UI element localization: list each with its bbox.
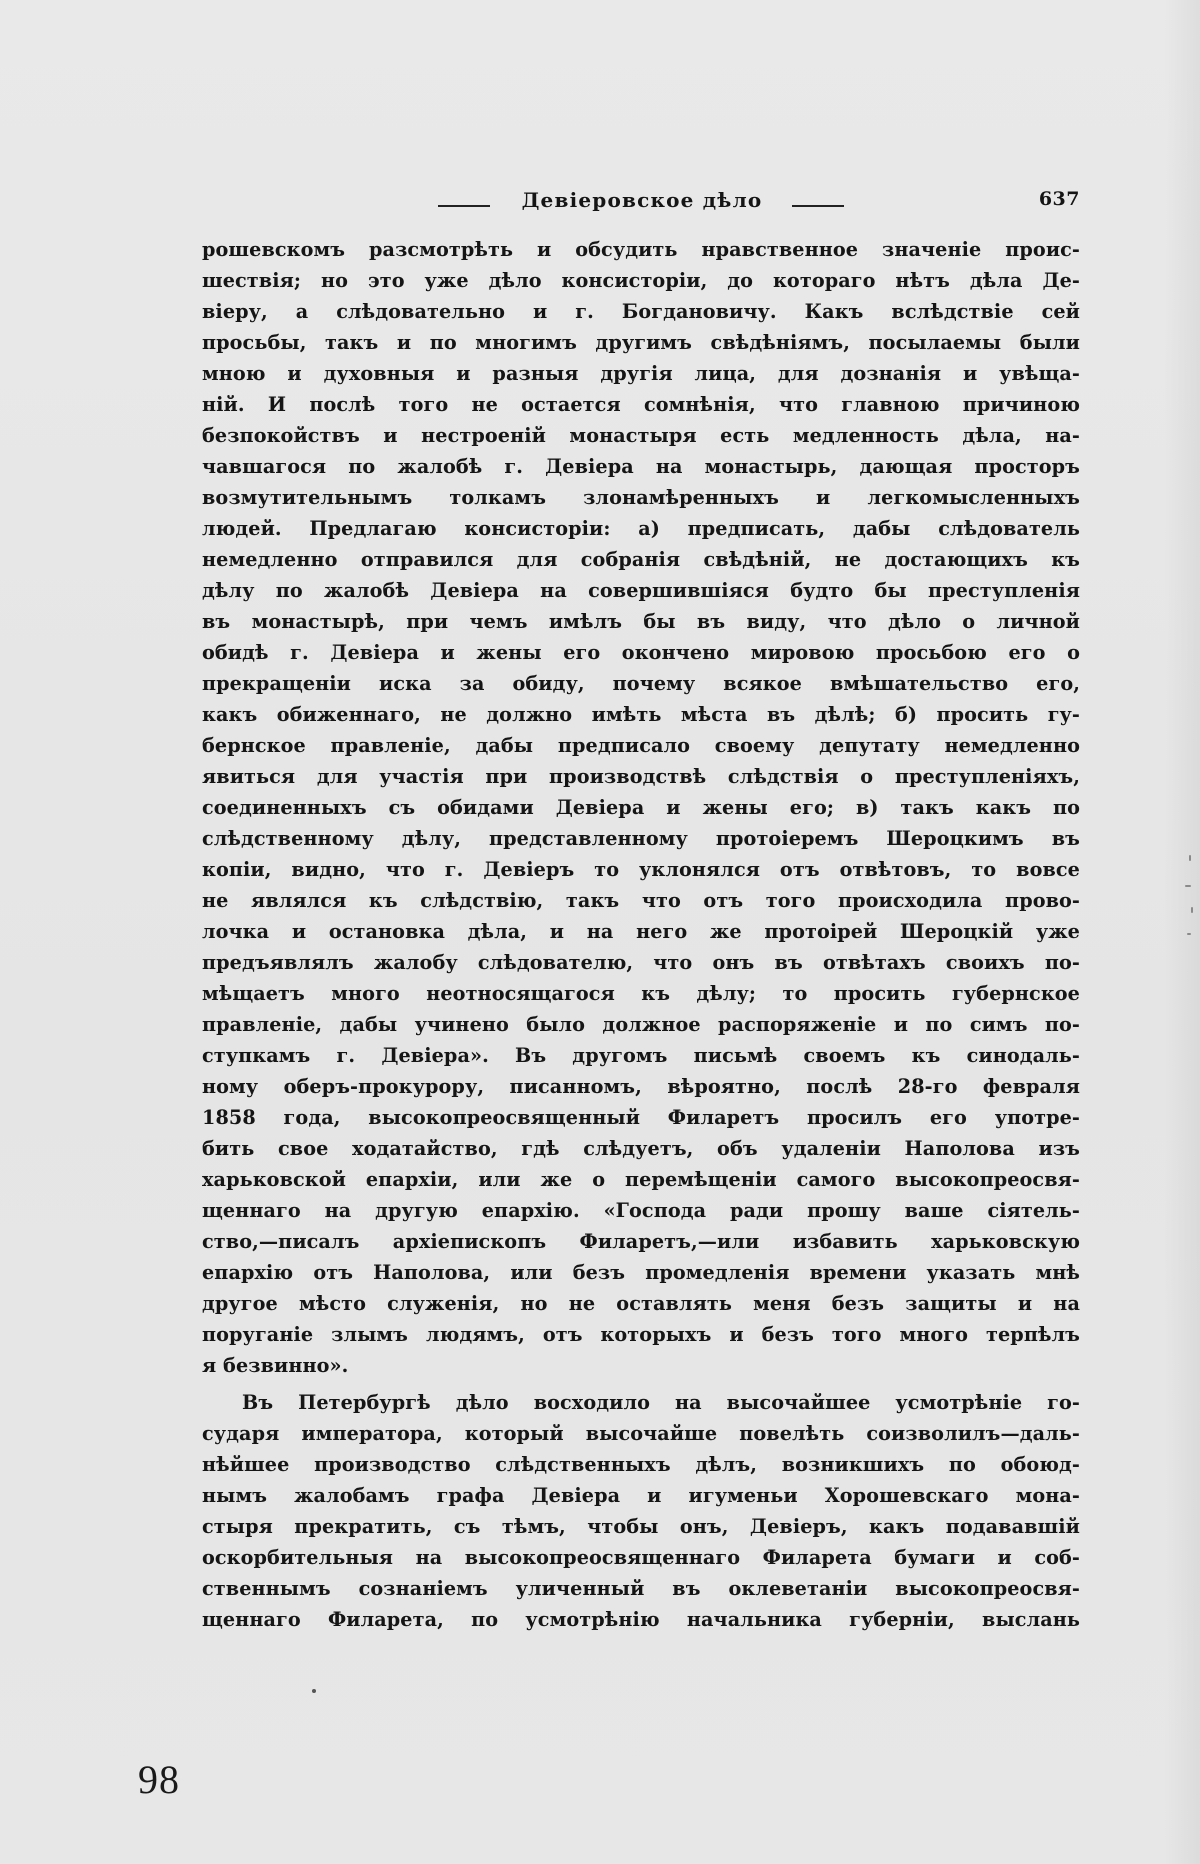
text-line: не являлся къ слѣдствію, такъ что отъ того происходила прово-: [202, 889, 1080, 912]
text-line: поруганіе злымъ людямъ, отъ которыхъ и безъ того много терпѣлъ: [202, 1323, 1080, 1346]
text-line: людей. Предлагаю консисторіи: а) предписать, дабы слѣдователь: [202, 517, 1080, 540]
text-line: прекращеніи иска за обиду, почему всякое вмѣшательство его,: [202, 672, 1080, 695]
text-line: мѣщаетъ много неотносящагося къ дѣлу; то просить губернское: [202, 982, 1080, 1005]
text-line: бить свое ходатайство, гдѣ слѣдуетъ, объ удаленіи Наполова изъ: [202, 1137, 1080, 1160]
text-line: харьковской епархіи, или же о перемѣщеніи самого высокопреосвя-: [202, 1168, 1080, 1191]
text-line: ство,—писалъ архіепископъ Филаретъ,—или избавить харьковскую: [202, 1230, 1080, 1253]
text-line: предъявлялъ жалобу слѣдователю, что онъ въ отвѣтахъ своихъ по-: [202, 951, 1080, 974]
text-line: правленіе, дабы учинено было должное распоряженіе и по симъ по-: [202, 1013, 1080, 1036]
text-line: явиться для участія при производствѣ слѣдствія о преступленіяхъ,: [202, 765, 1080, 788]
text-line: копіи, видно, что г. Девіеръ то уклонялся отъ отвѣтовъ, то вовсе: [202, 858, 1080, 881]
running-title: Девіеровское дѣло: [521, 188, 763, 212]
text-line: мною и духовныя и разныя другія лица, для дознанія и увѣща-: [202, 362, 1080, 385]
text-line: щеннаго на другую епархію. «Господа ради прошу ваше сіятель-: [202, 1199, 1080, 1222]
text-line: нѣйшее производство слѣдственныхъ дѣлъ, возникшихъ по обоюд-: [202, 1453, 1080, 1476]
header-rule-left: [438, 205, 490, 207]
text-line: обидѣ г. Девіера и жены его окончено мировою просьбою его о: [202, 641, 1080, 664]
text-line: соединенныхъ съ обидами Девіера и жены его; в) такъ какъ по: [202, 796, 1080, 819]
text-line: другое мѣсто служенія, но не оставлять меня безъ защиты и на: [202, 1292, 1080, 1315]
text-line: дѣлу по жалобѣ Девіера на совершившіяся будто бы преступленія: [202, 579, 1080, 602]
folio-number: 98: [138, 1757, 180, 1802]
text-line: я безвинно».: [202, 1354, 349, 1377]
text-line: оскорбительныя на высокопреосвященнаго Филарета бумаги и соб-: [202, 1546, 1080, 1569]
text-line: Въ Петербургѣ дѣло восходило на высочайшее усмотрѣніе го-: [242, 1391, 1080, 1414]
text-line: рошевскомъ разсмотрѣть и обсудить нравственное значеніе проис-: [202, 238, 1080, 261]
text-line: безпокойствъ и нестроеній монастыря есть медленность дѣла, на-: [202, 424, 1080, 447]
text-line: слѣдственному дѣлу, представленному протоіеремъ Шероцкимъ въ: [202, 827, 1080, 850]
text-line: ступкамъ г. Девіера». Въ другомъ письмѣ своемъ къ синодаль-: [202, 1044, 1080, 1067]
ink-speck: [312, 1689, 316, 1693]
text-line: ному оберъ-прокурору, писанномъ, вѣроятно, послѣ 28-го февраля: [202, 1075, 1080, 1098]
page-number: 637: [1038, 188, 1080, 210]
text-line: віеру, а слѣдовательно и г. Богдановичу. Какъ вслѣдствіе сей: [202, 300, 1080, 323]
text-line: въ монастырѣ, при чемъ имѣлъ бы въ виду, что дѣло о личной: [202, 610, 1080, 633]
running-header: [202, 188, 1080, 218]
text-line: нымъ жалобамъ графа Девіера и игуменьи Хорошевскаго мона-: [202, 1484, 1080, 1507]
text-line: бернское правленіе, дабы предписало своему депутату немедленно: [202, 734, 1080, 757]
text-line: возмутительнымъ толкамъ злонамѣренныхъ и легкомысленныхъ: [202, 486, 1080, 509]
text-line: 1858 года, высокопреосвященный Филаретъ просилъ его употре-: [202, 1106, 1080, 1129]
text-line: стыря прекратить, съ тѣмъ, чтобы онъ, Девіеръ, какъ подававшій: [202, 1515, 1080, 1538]
text-line: щеннаго Филарета, по усмотрѣнію начальника губерніи, выслань: [202, 1608, 1080, 1631]
text-line: какъ обиженнаго, не должно имѣть мѣста въ дѣлѣ; б) просить гу-: [202, 703, 1080, 726]
text-line: чавшагося по жалобѣ г. Девіера на монастырь, дающая просторъ: [202, 455, 1080, 478]
body-text: [202, 234, 1080, 1634]
text-line: епархію отъ Наполова, или безъ промедленія времени указать мнѣ: [202, 1261, 1080, 1284]
text-line: лочка и остановка дѣла, и на него же протоірей Шероцкій уже: [202, 920, 1080, 943]
header-rule-right: [792, 205, 844, 207]
text-line: ній. И послѣ того не остается сомнѣнія, что главною причиною: [202, 393, 1080, 416]
text-line: сударя императора, который высочайше повелѣть соизволилъ—даль-: [202, 1422, 1080, 1445]
text-line: немедленно отправился для собранія свѣдѣній, не достающихъ къ: [202, 548, 1080, 571]
paragraph-1: [202, 234, 1080, 1381]
text-line: просьбы, такъ и по многимъ другимъ свѣдѣніямъ, посылаемы были: [202, 331, 1080, 354]
paragraph-2: [202, 1387, 1080, 1635]
text-line: шествія; но это уже дѣло консисторіи, до котораго нѣтъ дѣла Де-: [202, 269, 1080, 292]
text-line: ственнымъ сознаніемъ уличенный въ оклеветаніи высокопреосвя-: [202, 1577, 1080, 1600]
margin-marks: [1183, 855, 1197, 945]
